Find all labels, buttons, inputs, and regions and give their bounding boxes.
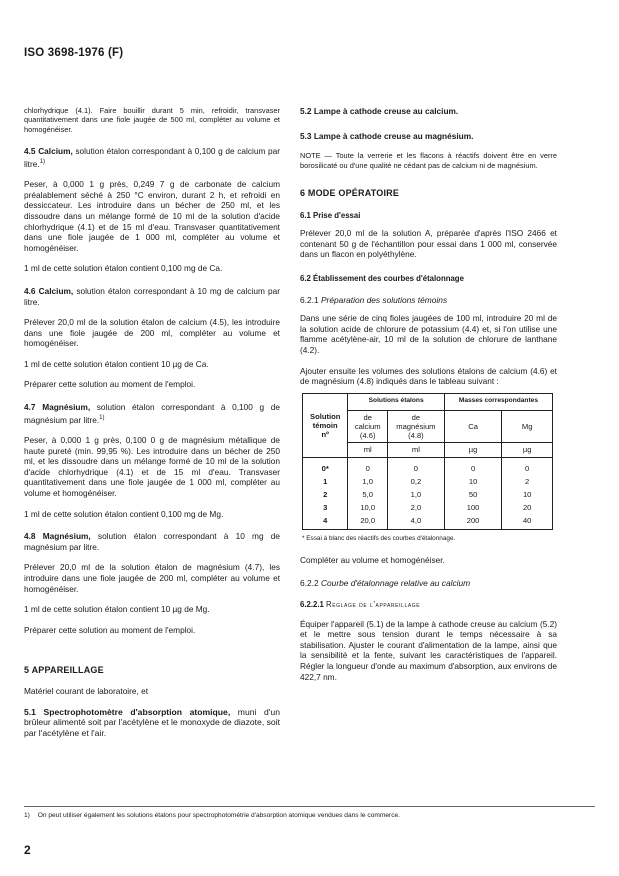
section-4-8-content: 1 ml de cette solution étalon contient 10 µg de Mg. <box>24 604 210 615</box>
table-cell: 1 <box>303 475 348 488</box>
table-col-mg: Mg <box>502 410 553 442</box>
table-cell: 3 <box>303 501 348 514</box>
table-cell: 0 <box>387 458 444 476</box>
section-number: 4.8 <box>24 531 36 542</box>
table-cell: 4,0 <box>387 514 444 530</box>
table-row <box>303 458 553 476</box>
section-4-8-heading <box>24 531 280 552</box>
section-4-8-body: Prélever 20,0 ml de la solution étalon de magnésium (4.7), les introduire dans une fiole jaugée de 200 ml, compléter au volume et homogénéiser. <box>24 562 280 594</box>
section-title: Préparation des solutions témoins <box>320 294 448 305</box>
section-desc: muni d'un brûleur alimenté soit par l'acétylène et le monoxyde de diazote, soit par l'acétylène et l'air. <box>24 706 280 738</box>
footnote-ref: 1) <box>39 158 46 165</box>
table-cell: 100 <box>444 501 502 514</box>
section-4-7-heading <box>24 402 280 425</box>
table-header-line: calcium <box>354 421 381 431</box>
table-col-calcium <box>348 410 388 442</box>
section-number: 5.2 <box>300 106 312 116</box>
section-4-5-body: Peser, à 0,000 1 g près, 0,249 7 g de carbonate de calcium préalablement séché à 250 °C environ, durant 2 h, et refroidi en dessiccateur. Les introduire dans un bécher de 250 ml, et les dissoudre dans un mélange formé de 10 ml de la solution d'acide chlorhydrique (4.1) et de 15 ml d'eau. Transvaser quantitativement dans une fiole jaugée de 1 000 ml, compléter au volume et homogénéiser. <box>24 179 280 253</box>
table-unit: µg <box>444 442 502 458</box>
table-cell: 40 <box>502 514 553 530</box>
section-5-heading: 5 APPAREILLAGE <box>24 665 104 676</box>
section-title: Calcium, <box>38 285 74 296</box>
table-cell: 0* <box>303 458 348 476</box>
section-6-2-2-1-heading <box>300 600 557 611</box>
section-4-6-body: Prélever 20,0 ml de la solution étalon de calcium (4.5), les introduire dans une fiole jaugée de 200 ml, compléter au volume et homogénéiser. <box>24 317 280 349</box>
section-title: Spectrophotomètre d'absorption atomique, <box>43 706 231 717</box>
footnote-divider <box>24 806 595 807</box>
table-cell: 1,0 <box>387 488 444 501</box>
page-footnote <box>24 812 400 819</box>
section-title: Calcium, <box>38 146 73 157</box>
section-number: 4.5 <box>24 146 36 157</box>
section-number: 4.7 <box>24 402 36 413</box>
calibration-table <box>302 393 553 531</box>
section-4-6-content: 1 ml de cette solution étalon contient 10 µg de Ca. <box>24 358 209 369</box>
table-cell: 50 <box>444 488 502 501</box>
section-6-2-heading: 6.2 Établissement des courbes d'étalonnage <box>300 273 464 283</box>
section-title: Magnésium, <box>42 402 91 413</box>
table-header-line: de <box>363 412 372 422</box>
table-header-line: nº <box>321 430 329 440</box>
section-desc: solution étalon correspondant à 10 mg de magnésium par litre. <box>24 531 281 552</box>
table-header-line: de <box>411 412 421 422</box>
section-6-2-2-1-body: Équiper l'appareil (5.1) de la lampe à cathode creuse au calcium (5.2) et le mettre sous tension durant le temps nécessaire à sa stabilisation. Ajuster le courant d'alimentation de la lampe, ainsi que la sensibilité et la fente, suivant les caractéristiques de l'appareil. Régler la longueur d'onde au maximum d'absorption, aux environs de 422,7 nm. <box>300 618 557 682</box>
section-title: Lampe à cathode creuse au magnésium. <box>313 130 474 141</box>
table-header-line: Solution <box>310 412 341 422</box>
glassware-note: NOTE — Toute la verrerie et les flacons à réactifs doivent être en verre borosilicaté ou d'une qualité ne cédant pas de calcium ni de magnésium. <box>300 151 557 170</box>
table-unit: ml <box>348 442 388 458</box>
section-4-8-note: Préparer cette solution au moment de l'emploi. <box>24 624 196 635</box>
section-5-1 <box>24 707 280 739</box>
section-5-3 <box>300 131 557 142</box>
table-header-line: magnésium <box>396 421 436 431</box>
table-row <box>303 475 553 488</box>
section-title: Magnésium, <box>42 531 91 542</box>
section-title: Courbe d'étalonnage relative au calcium <box>320 577 471 588</box>
section-6-2-1-body-2: Ajouter ensuite les volumes des solutions étalons de calcium (4.6) et de magnésium (4.8) indiqués dans le tableau suivant : <box>300 365 557 387</box>
table-col-magnesium <box>387 410 444 442</box>
section-4-6-heading <box>24 286 280 307</box>
table-row <box>303 501 553 514</box>
table-cell: 0 <box>348 458 388 476</box>
table-group-solutions: Solutions étalons <box>348 393 444 410</box>
section-6-2-2-heading <box>300 578 557 589</box>
table-col-ca: Ca <box>444 410 502 442</box>
table-header-line: témoin <box>312 421 338 431</box>
table-group-masses: Masses correspondantes <box>444 393 552 410</box>
table-unit: ml <box>387 442 444 458</box>
table-cell: 0 <box>502 458 553 476</box>
section-4-5-content: 1 ml de cette solution étalon contient 0,100 mg de Ca. <box>24 263 223 274</box>
left-column <box>24 106 280 748</box>
table-header-line: (4.8) <box>408 430 424 440</box>
section-number: 6.2.1 <box>300 294 319 305</box>
table-cell: 10,0 <box>348 501 388 514</box>
section-number: 4.6 <box>24 285 36 296</box>
section-6-2-1-body-3: Compléter au volume et homogénéiser. <box>300 554 445 565</box>
footnote-text: On peut utiliser également les solutions étalons pour spectrophotométrie d'absorption atomique vendues dans le commerce. <box>37 812 401 819</box>
table-row <box>303 488 553 501</box>
table-row-header <box>303 393 348 458</box>
table-cell: 4 <box>303 514 348 530</box>
section-title: Lampe à cathode creuse au calcium. <box>313 106 459 116</box>
table-cell: 0,2 <box>387 475 444 488</box>
section-title: Réglage de l'appareillage <box>326 600 421 610</box>
section-number: 6.2.2.1 <box>300 600 324 610</box>
table-cell: 2 <box>303 488 348 501</box>
section-6-1-heading: 6.1 Prise d'essai <box>300 210 361 220</box>
table-cell: 2 <box>502 475 553 488</box>
section-6-2-1-body: Dans une série de cinq fioles jaugées de 100 ml, introduire 20 ml de la solution acide de chlorure de potassium (4.4) et, si l'on utilise une flamme acétylène-air, 10 ml de la solution de chlorure de lanthane (4.2). <box>300 313 557 355</box>
right-column <box>300 106 557 692</box>
section-4-5-heading <box>24 146 280 169</box>
section-5-2 <box>300 106 557 117</box>
section-5-intro: Matériel courant de laboratoire, et <box>24 685 149 696</box>
section-number: 6.2.2 <box>300 577 319 588</box>
section-desc: solution étalon correspondant à 10 mg de calcium par litre. <box>24 285 280 307</box>
section-4-7-content: 1 ml de cette solution étalon contient 0,100 mg de Mg. <box>24 508 224 519</box>
table-cell: 20,0 <box>348 514 388 530</box>
section-number: 5.1 <box>24 706 36 717</box>
table-cell: 5,0 <box>348 488 388 501</box>
table-cell: 0 <box>444 458 502 476</box>
table-cell: 10 <box>502 488 553 501</box>
section-desc: solution étalon correspondant à 0,100 g de calcium par litre. <box>24 146 281 169</box>
footnote-mark: 1) <box>24 812 30 819</box>
section-desc: solution étalon correspondant à 0,100 g de magnésium par litre. <box>24 402 280 425</box>
continued-paragraph: chlorhydrique (4.1). Faire bouillir durant 5 min, refroidir, transvaser quantitativement dans une fiole jaugée de 500 ml, compléter au volume et homogénéiser. <box>24 106 280 134</box>
table-row <box>303 514 553 530</box>
table-cell: 20 <box>502 501 553 514</box>
table-unit: µg <box>502 442 553 458</box>
section-6-heading: 6 MODE OPÉRATOIRE <box>300 188 400 198</box>
section-4-6-note: Préparer cette solution au moment de l'emploi. <box>24 379 196 390</box>
table-header-line: (4.6) <box>359 430 376 440</box>
footnote-ref: 1) <box>99 414 105 421</box>
table-footnote: * Essai à blanc des réactifs des courbes d'étalonnage. <box>302 535 456 543</box>
section-4-7-body: Peser, à 0,000 1 g près, 0,100 0 g de magnésium métallique de haute pureté (min. 99,95 %). Les introduire dans un bécher de 250 ml, et les dissoudre dans un mélange formé de 10 ml de la solution d'acide chlorhydrique (4.1) et de 15 ml d'eau. Transvaser quantitativement dans une fiole jaugée de 1 000 ml, compléter au volume et homogénéiser. <box>24 435 280 498</box>
standard-header: ISO 3698-1976 (F) <box>24 47 124 59</box>
table-cell: 1,0 <box>348 475 388 488</box>
section-6-1-body: Prélever 20,0 ml de la solution A, préparée d'après l'ISO 2466 et contenant 50 g de l'échantillon pour essai dans 1 000 ml, conservée dans un flacon en polyéthylène. <box>300 228 557 260</box>
section-number: 5.3 <box>300 130 312 141</box>
page-number: 2 <box>24 843 31 857</box>
table-cell: 200 <box>444 514 502 530</box>
table-cell: 10 <box>444 475 502 488</box>
table-cell: 2,0 <box>387 501 444 514</box>
section-6-2-1-heading <box>300 295 557 306</box>
